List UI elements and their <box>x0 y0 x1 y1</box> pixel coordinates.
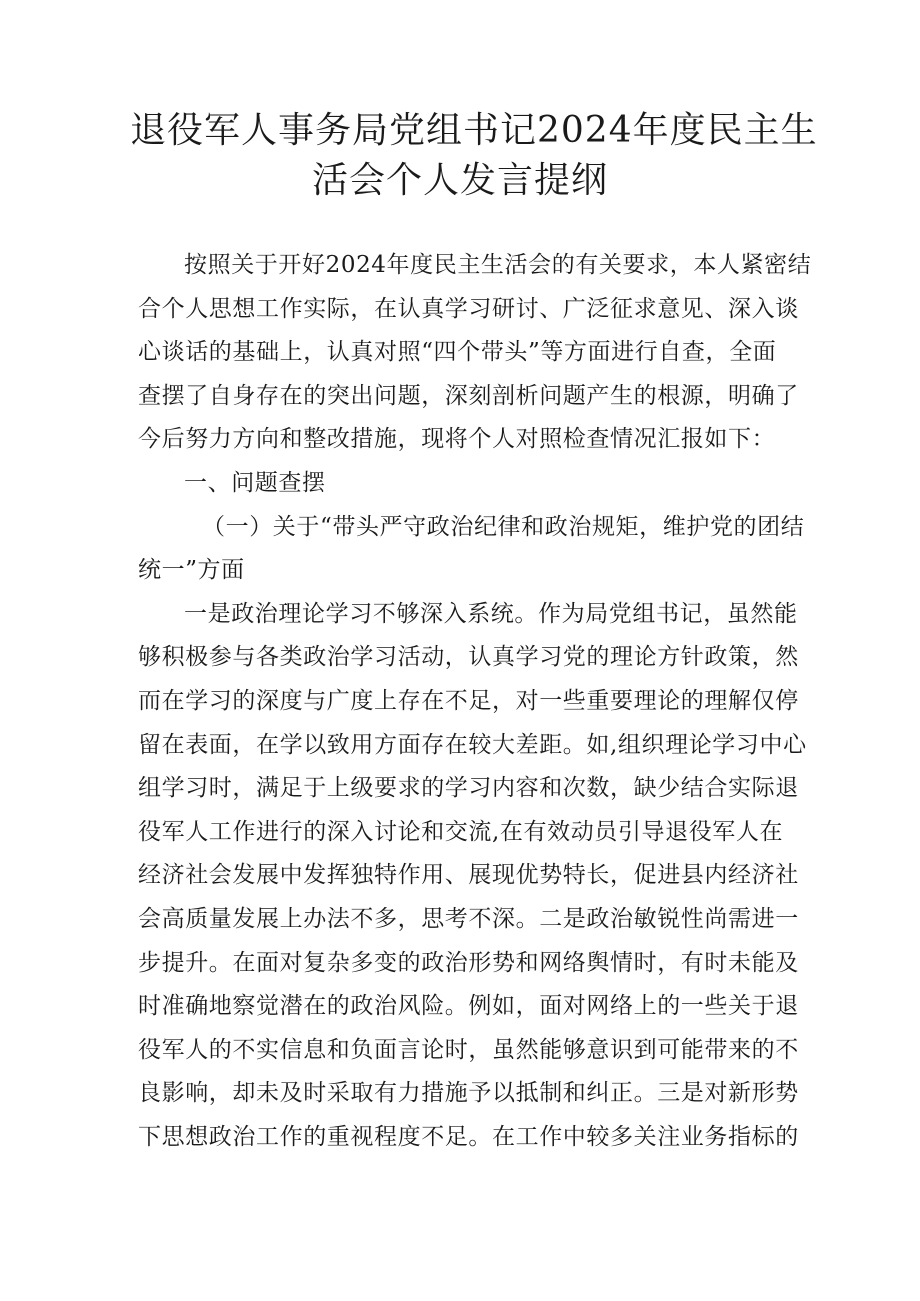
intro-line: 按照关于开好2024年度民主生活会的有关要求，本人紧密结 <box>184 252 812 278</box>
intro-line: 查摆了自身存在的突出问题，深刻剖析问题产生的根源，明确了 <box>138 382 799 409</box>
body-line: 一是政治理论学习不够深入系统。作为局党组书记，虽然能 <box>184 600 798 627</box>
body-line: 而在学习的深度与广度上存在不足，对一些重要理论的理解仅停 <box>138 687 799 714</box>
body-line: 良影响，却未及时采取有力措施予以抵制和纠正。三是对新形势 <box>138 1080 799 1107</box>
intro-line: 今后努力方向和整改措施，现将个人对照检查情况汇报如下： <box>138 426 776 453</box>
body-line: 时准确地察觉潜在的政治风险。例如，面对网络上的一些关于退 <box>138 993 799 1020</box>
document-body <box>138 244 812 1159</box>
body-line: 够积极参与各类政治学习活动，认真学习党的理论方针政策，然 <box>138 644 799 671</box>
body-line: 组学习时，满足于上级要求的学习内容和次数，缺少结合实际退 <box>138 775 799 802</box>
intro-line: 合个人思想工作实际，在认真学习研讨、广泛征求意见、深入谈 <box>138 295 799 322</box>
body-line: 留在表面，在学以致用方面存在较大差距。如,组织理论学习中心 <box>138 731 807 758</box>
section-heading: 一、问题查摆 <box>184 469 326 496</box>
body-line: 下思想政治工作的重视程度不足。在工作中较多关注业务指标的 <box>138 1123 799 1150</box>
subsection-heading-line: （一）关于“带头严守政治纪律和政治规矩，维护党的团结 <box>202 513 805 540</box>
body-line: 经济社会发展中发挥独特作用、展现优势特长，促进县内经济社 <box>138 862 799 889</box>
document-title-line-1: 退役军人事务局党组书记2024年度民主生 <box>130 110 818 151</box>
body-line: 会高质量发展上办法不多，思考不深。二是政治敏锐性尚需进一 <box>138 905 799 932</box>
subsection-heading-line: 统一”方面 <box>138 557 245 584</box>
document-title-line-2: 活会个人发言提纲 <box>311 160 608 201</box>
body-line: 步提升。在面对复杂多变的政治形势和网络舆情时，有时未能及 <box>138 949 799 976</box>
body-line: 役军人工作进行的深入讨论和交流,在有效动员引导退役军人在 <box>138 818 784 845</box>
body-line: 役军人的不实信息和负面言论时，虽然能够意识到可能带来的不 <box>138 1036 799 1063</box>
intro-line: 心谈话的基础上，认真对照“四个带头”等方面进行自查，全面 <box>138 339 777 366</box>
